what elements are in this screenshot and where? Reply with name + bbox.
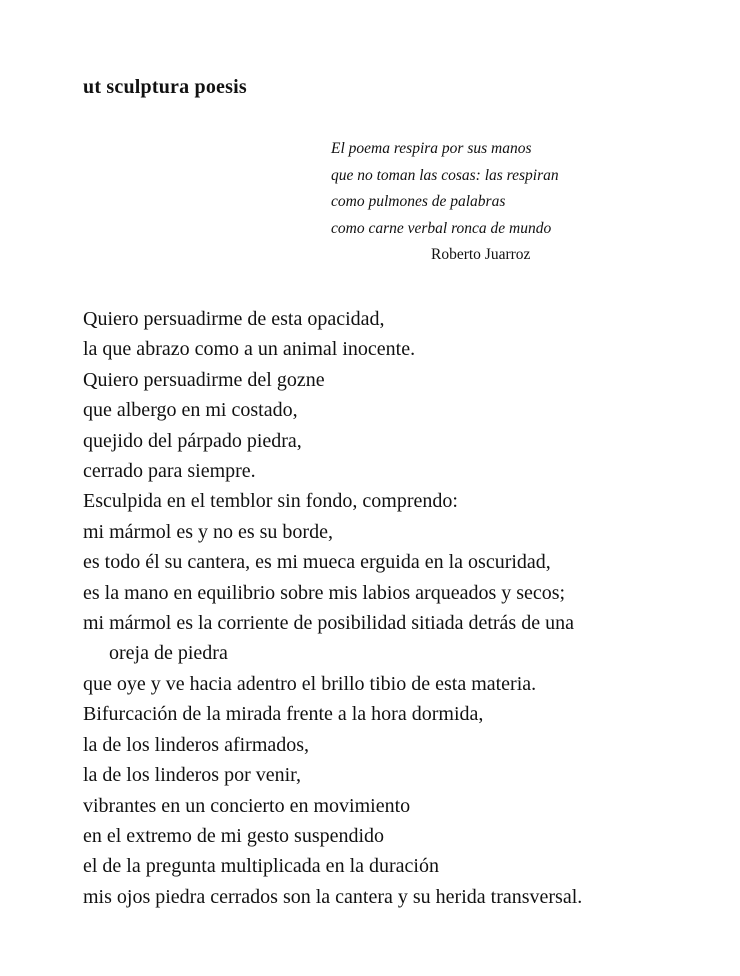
poem-line: que oye y ve hacia adentro el brillo tibio de esta materia. (83, 672, 537, 695)
poem-line: la de los linderos afirmados, (83, 733, 310, 756)
poem-title: ut sculptura poesis (83, 76, 247, 98)
poem-line: Quiero persuadirme del gozne (83, 368, 325, 391)
epigraph-line: El poema respira por sus manos (331, 140, 532, 157)
poem-line: el de la pregunta multiplicada en la duración (83, 855, 439, 878)
poem-line: quejido del párpado piedra, (83, 429, 302, 452)
poem-line: cerrado para siempre. (83, 460, 256, 483)
poem-line: Quiero persuadirme de esta opacidad, (83, 308, 385, 330)
poem-line: mi mármol es la corriente de posibilidad sitiada detrás de una (83, 612, 574, 635)
poem-line: es todo él su cantera, es mi mueca erguida en la oscuridad, (83, 551, 551, 574)
poem-line: mi mármol es y no es su borde, (83, 520, 333, 543)
poem-body (83, 304, 723, 912)
epigraph-line: como carne verbal ronca de mundo (331, 219, 552, 237)
epigraph (331, 136, 631, 268)
epigraph-line: que no toman las cosas: las respiran (331, 166, 559, 184)
poem-line: en el extremo de mi gesto suspendido (83, 824, 385, 847)
poem-line-continuation: oreja de piedra (109, 642, 228, 665)
poem-line: vibrantes en un concierto en movimiento (83, 794, 411, 817)
poem-line: la que abrazo como a un animal inocente. (83, 338, 416, 361)
poem-line: es la mano en equilibrio sobre mis labios arqueados y secos; (83, 581, 566, 604)
poem-line: mis ojos piedra cerrados son la cantera y su herida transversal. (83, 885, 583, 908)
poem-line: Esculpida en el temblor sin fondo, comprendo: (83, 490, 458, 513)
epigraph-author: Roberto Juarroz (431, 246, 531, 263)
poem-line: Bifurcación de la mirada frente a la hora dormida, (83, 703, 484, 726)
poem-line: que albergo en mi costado, (83, 399, 298, 422)
epigraph-line: como pulmones de palabras (331, 193, 506, 210)
poem-line: la de los linderos por venir, (83, 764, 302, 787)
